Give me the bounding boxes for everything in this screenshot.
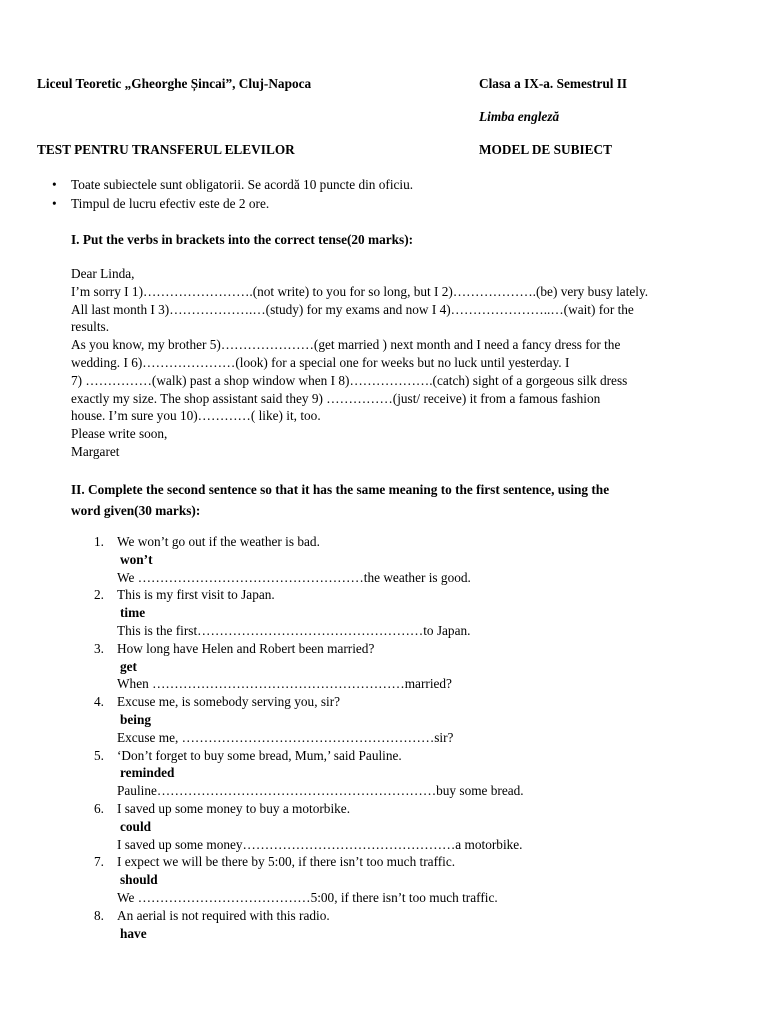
item-number: 7. [94, 854, 104, 870]
item-sentence: How long have Helen and Robert been married? [117, 640, 375, 656]
item-keyword: won’t [120, 551, 153, 567]
letter-line: Dear Linda, [71, 266, 135, 281]
letter-line: I’m sorry I 1)…………………….(not write) to you for so long, but I 2)……………….(be) very busy lately. [71, 283, 649, 299]
list-item [94, 586, 714, 639]
item-answer: We …………………………………5:00, if there isn’t too much traffic. [117, 889, 498, 905]
item-number: 6. [94, 800, 104, 816]
item-sentence: Excuse me, is somebody serving you, sir? [117, 694, 341, 710]
letter-line: house. I’m sure you 10)…………( like) it, too. [71, 408, 321, 424]
letter-line: Margaret [71, 443, 120, 459]
instructions-list [52, 176, 413, 213]
class-info: Clasa a IX-a. Semestrul II [479, 76, 628, 91]
list-item [94, 800, 714, 853]
letter-line: As you know, my brother 5)…………………(get married ) next month and I need a fancy dress for the [71, 337, 621, 353]
item-number: 8. [94, 907, 104, 923]
item-keyword: time [120, 605, 146, 621]
model-label: MODEL DE SUBIECT [479, 142, 613, 157]
section1-title: I. Put the verbs in brackets into the correct tense(20 marks): [71, 232, 414, 247]
letter-text [71, 265, 691, 461]
item-keyword: have [120, 925, 147, 941]
letter-line: 7) ……………(walk) past a shop window when I 8)……………….(catch) sight of a gorgeous silk dress [71, 372, 628, 388]
item-sentence: We won’t go out if the weather is bad. [117, 534, 320, 549]
item-answer: This is the first……………………………………………to Japan. [117, 622, 471, 638]
item-keyword: could [120, 818, 152, 834]
letter-line: results. [71, 319, 110, 335]
item-sentence: I saved up some money to buy a motorbike. [117, 800, 351, 816]
bullet-icon: • [52, 195, 57, 211]
list-item [94, 693, 714, 746]
list-item [94, 747, 714, 800]
item-sentence: I expect we will be there by 5:00, if there isn’t too much traffic. [117, 854, 456, 870]
test-title: TEST PENTRU TRANSFERUL ELEVILOR [37, 142, 295, 157]
item-sentence: An aerial is not required with this radio. [117, 907, 330, 923]
bullet-icon: • [52, 177, 57, 192]
list-item [94, 853, 714, 906]
item-number: 4. [94, 694, 104, 710]
item-answer: We ……………………………………………the weather is good. [117, 569, 471, 585]
item-number: 3. [94, 640, 104, 656]
letter-line: exactly my size. The shop assistant said they 9) ……………(just/ receive) it from a famous fashion [71, 390, 601, 406]
letter-line: Please write soon, [71, 426, 168, 442]
item-number: 1. [94, 534, 104, 549]
list-item [94, 640, 714, 693]
instruction-item: • Toate subiectele sunt obligatorii. Se acordă 10 puncte din oficiu. [52, 177, 414, 192]
subject-name: Limba engleză [479, 109, 560, 124]
item-answer: When …………………………………………………married? [117, 676, 452, 692]
item-keyword: being [120, 711, 152, 727]
section2-title [71, 480, 721, 521]
item-number: 2. [94, 587, 104, 603]
item-answer: Pauline………………………………………………………buy some bread. [117, 783, 524, 799]
school-name: Liceul Teoretic „Gheorghe Șincai”, Cluj-Napoca [37, 76, 312, 91]
instruction-item: • Timpul de lucru efectiv este de 2 ore. [52, 195, 270, 211]
item-sentence: This is my first visit to Japan. [117, 587, 275, 603]
item-answer: Excuse me, …………………………………………………sir? [117, 729, 454, 745]
list-item [94, 533, 714, 586]
letter-line: wedding. I 6)…………………(look) for a special one for weeks but no luck until yesterday. I [71, 354, 570, 370]
item-keyword: should [120, 872, 158, 888]
list-item [94, 907, 714, 943]
section2-title-line: II. Complete the second sentence so that it has the same meaning to the first sentence, using the [71, 482, 610, 497]
section2-title-line: word given(30 marks): [71, 502, 201, 518]
letter-line: All last month I 3)……………….…(study) for my exams and now I 4)…………………..…(wait) for the [71, 301, 634, 317]
item-answer: I saved up some money…………………………………………a motorbike. [117, 836, 523, 852]
item-sentence: ‘Don’t forget to buy some bread, Mum,’ said Pauline. [117, 747, 402, 763]
item-keyword: get [120, 658, 137, 674]
item-keyword: reminded [120, 765, 175, 781]
transformation-list [94, 533, 714, 942]
item-number: 5. [94, 747, 104, 763]
